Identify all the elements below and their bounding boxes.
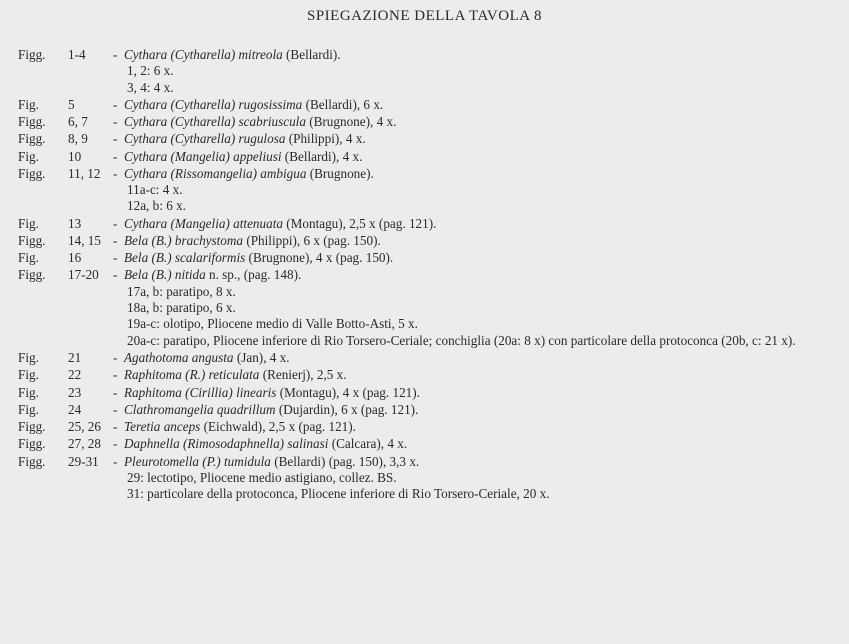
plate-title: SPIEGAZIONE DELLA TAVOLA 8 bbox=[307, 8, 542, 24]
figure-entry bbox=[0, 46, 849, 63]
figure-description: - Raphitoma (R.) reticulata (Renierj), 2,5 x. bbox=[113, 367, 347, 383]
figure-numbers: 25, 26 bbox=[68, 419, 101, 435]
taxon-name: Cythara (Cytharella) mitreola bbox=[124, 47, 283, 62]
figure-label: Fig. bbox=[18, 148, 39, 164]
taxon-name: Cythara (Cytharella) rugulosa bbox=[124, 131, 286, 147]
figure-description: - Bela (B.) scalariformis (Brugnone), 4 x (pag. 150). bbox=[113, 250, 394, 266]
figure-numbers: 27, 28 bbox=[68, 436, 101, 452]
figure-entry bbox=[0, 266, 849, 283]
figure-numbers: 8, 9 bbox=[68, 131, 88, 147]
figure-subentry: 20a-c: paratipo, Pliocene inferiore di Rio Torsero-Ceriale; conchiglia (20a: 8 x) con particolare della protoconca (20b, c: 21 x). bbox=[127, 332, 796, 348]
figure-label: Figg. bbox=[18, 453, 46, 469]
figure-subentry: 18a, b: paratipo, 6 x. bbox=[127, 300, 236, 316]
figure-label: Figg. bbox=[18, 267, 46, 283]
figure-label: Figg. bbox=[18, 114, 46, 130]
figure-entry bbox=[0, 130, 849, 147]
figure-numbers: 17-20 bbox=[68, 267, 99, 283]
taxon-name: Bela (B.) brachystoma bbox=[124, 233, 244, 249]
taxon-details: (Brugnone). bbox=[306, 165, 374, 181]
taxon-details: (Bellardi) (pag. 150), 3,3 x. bbox=[270, 453, 420, 469]
taxon-details: n. sp., (pag. 148). bbox=[205, 267, 302, 283]
figure-subentry: 19a-c: olotipo, Pliocene medio di Valle Botto-Asti, 5 x. bbox=[127, 316, 418, 332]
figure-entry bbox=[0, 249, 849, 266]
taxon-name: Raphitoma (R.) reticulata bbox=[124, 367, 260, 383]
taxon-details: (Brugnone), 4 x (pag. 150). bbox=[245, 250, 394, 266]
figure-description: - Bela (B.) nitida n. sp., (pag. 148). bbox=[113, 267, 302, 283]
taxon-details: (Jan), 4 x. bbox=[233, 350, 290, 366]
figure-label: Figg. bbox=[18, 419, 46, 435]
figure-description: - Agathotoma angusta (Jan), 4 x. bbox=[113, 350, 290, 366]
figure-numbers: 29-31 bbox=[68, 453, 99, 469]
figure-subentry: 11a-c: 4 x. bbox=[127, 182, 183, 198]
figure-numbers: 16 bbox=[68, 250, 82, 266]
taxon-name: Cythara (Cytharella) rugosissima bbox=[124, 97, 303, 113]
taxon-name: Bela (B.) scalariformis bbox=[124, 250, 246, 266]
figure-label: Fig. bbox=[18, 401, 39, 417]
figure-entry bbox=[0, 366, 849, 383]
figure-description: - Bela (B.) brachystoma (Philippi), 6 x (pag. 150). bbox=[113, 233, 381, 249]
taxon-name: Raphitoma (Cirillia) linearis bbox=[124, 384, 277, 400]
figure-numbers: 14, 15 bbox=[68, 233, 101, 249]
figure-numbers: 21 bbox=[68, 350, 82, 366]
figure-label: Fig. bbox=[18, 215, 39, 231]
figure-description: - Raphitoma (Cirillia) linearis (Montagu), 4 x (pag. 121). bbox=[113, 384, 420, 400]
figure-label: Fig. bbox=[18, 367, 39, 383]
figure-entry bbox=[0, 113, 849, 130]
figure-numbers: 24 bbox=[68, 401, 82, 417]
taxon-name: Cythara (Mangelia) appeliusi bbox=[124, 148, 282, 164]
taxon-details: (Philippi), 4 x. bbox=[285, 131, 366, 147]
figure-subentry: 29: lectotipo, Pliocene medio astigiano, collez. BS. bbox=[127, 469, 397, 485]
figure-numbers: 1-4 bbox=[68, 47, 86, 62]
taxon-details: (Eichwald), 2,5 x (pag. 121). bbox=[200, 419, 356, 435]
taxon-details: (Montagu), 4 x (pag. 121). bbox=[276, 384, 420, 400]
taxon-name: Cythara (Mangelia) attenuata bbox=[124, 215, 283, 231]
figure-label: Figg. bbox=[18, 436, 46, 452]
taxon-name: Daphnella (Rimosodaphnella) salinasi bbox=[124, 436, 329, 452]
plate-explanation-list bbox=[0, 46, 849, 503]
figure-numbers: 23 bbox=[68, 384, 82, 400]
taxon-name: Cythara (Rissomangelia) ambigua bbox=[124, 165, 307, 181]
taxon-name: Pleurotomella (P.) tumidula bbox=[124, 453, 271, 469]
taxon-details: (Bellardi), 4 x. bbox=[281, 148, 363, 164]
figure-numbers: 22 bbox=[68, 367, 82, 383]
figure-description: - Cythara (Cytharella) rugulosa (Philippi), 4 x. bbox=[113, 131, 366, 147]
figure-numbers: 11, 12 bbox=[68, 165, 101, 181]
figure-entry bbox=[0, 165, 849, 182]
figure-label: Figg. bbox=[18, 47, 46, 62]
taxon-details: (Dujardin), 6 x (pag. 121). bbox=[275, 401, 419, 417]
taxon-details: (Calcara), 4 x. bbox=[328, 436, 408, 452]
figure-label: Fig. bbox=[18, 350, 39, 366]
figure-description: - Cythara (Rissomangelia) ambigua (Brugnone). bbox=[113, 165, 374, 181]
taxon-name: Bela (B.) nitida bbox=[124, 267, 206, 283]
figure-numbers: 5 bbox=[68, 97, 75, 113]
figure-subentry: 31: particolare della protoconca, Pliocene inferiore di Rio Torsero-Ceriale, 20 x. bbox=[127, 486, 550, 502]
taxon-details: (Montagu), 2,5 x (pag. 121). bbox=[282, 215, 437, 231]
taxon-name: Cythara (Cytharella) scabriuscula bbox=[124, 114, 306, 130]
figure-label: Fig. bbox=[18, 250, 39, 266]
figure-entry bbox=[0, 349, 849, 366]
figure-entry bbox=[0, 418, 849, 435]
figure-description: - Cythara (Cytharella) mitreola (Bellardi). bbox=[113, 47, 341, 62]
taxon-details: (Renierj), 2,5 x. bbox=[259, 367, 347, 383]
figure-numbers: 6, 7 bbox=[68, 114, 88, 130]
figure-description: - Cythara (Mangelia) attenuata (Montagu), 2,5 x (pag. 121). bbox=[113, 215, 437, 231]
figure-subentry: 12a, b: 6 x. bbox=[127, 198, 186, 214]
figure-entry bbox=[0, 401, 849, 418]
figure-entry bbox=[0, 453, 849, 470]
taxon-details: (Brugnone), 4 x. bbox=[305, 114, 397, 130]
figure-entry bbox=[0, 384, 849, 401]
figure-entry bbox=[0, 232, 849, 249]
figure-description: - Cythara (Cytharella) scabriuscula (Brugnone), 4 x. bbox=[113, 114, 397, 130]
figure-entry bbox=[0, 96, 849, 113]
taxon-name: Agathotoma angusta bbox=[124, 350, 234, 366]
figure-entry bbox=[0, 435, 849, 452]
figure-label: Fig. bbox=[18, 384, 39, 400]
taxon-details: (Bellardi), 6 x. bbox=[302, 97, 384, 113]
figure-description: - Clathromangelia quadrillum (Dujardin), 6 x (pag. 121). bbox=[113, 401, 419, 417]
figure-subentry: 17a, b: paratipo, 8 x. bbox=[127, 283, 236, 299]
figure-subentry: 3, 4: 4 x. bbox=[127, 79, 174, 95]
figure-subentry: 1, 2: 6 x. bbox=[127, 63, 174, 79]
figure-entry bbox=[0, 148, 849, 165]
taxon-name: Teretia anceps bbox=[124, 419, 201, 435]
taxon-name: Clathromangelia quadrillum bbox=[124, 401, 276, 417]
figure-numbers: 10 bbox=[68, 148, 82, 164]
figure-description: - Pleurotomella (P.) tumidula (Bellardi) (pag. 150), 3,3 x. bbox=[113, 453, 420, 469]
taxon-details: (Bellardi). bbox=[282, 47, 341, 62]
taxon-details: (Philippi), 6 x (pag. 150). bbox=[243, 233, 381, 249]
figure-label: Figg. bbox=[18, 131, 46, 147]
figure-numbers: 13 bbox=[68, 215, 82, 231]
figure-label: Fig. bbox=[18, 97, 39, 113]
figure-description: - Cythara (Mangelia) appeliusi (Bellardi), 4 x. bbox=[113, 148, 363, 164]
figure-entry bbox=[0, 215, 849, 232]
figure-label: Figg. bbox=[18, 233, 46, 249]
figure-description: - Cythara (Cytharella) rugosissima (Bellardi), 6 x. bbox=[113, 97, 384, 113]
figure-description: - Teretia anceps (Eichwald), 2,5 x (pag. 121). bbox=[113, 419, 356, 435]
figure-label: Figg. bbox=[18, 165, 46, 181]
figure-description: - Daphnella (Rimosodaphnella) salinasi (Calcara), 4 x. bbox=[113, 436, 408, 452]
